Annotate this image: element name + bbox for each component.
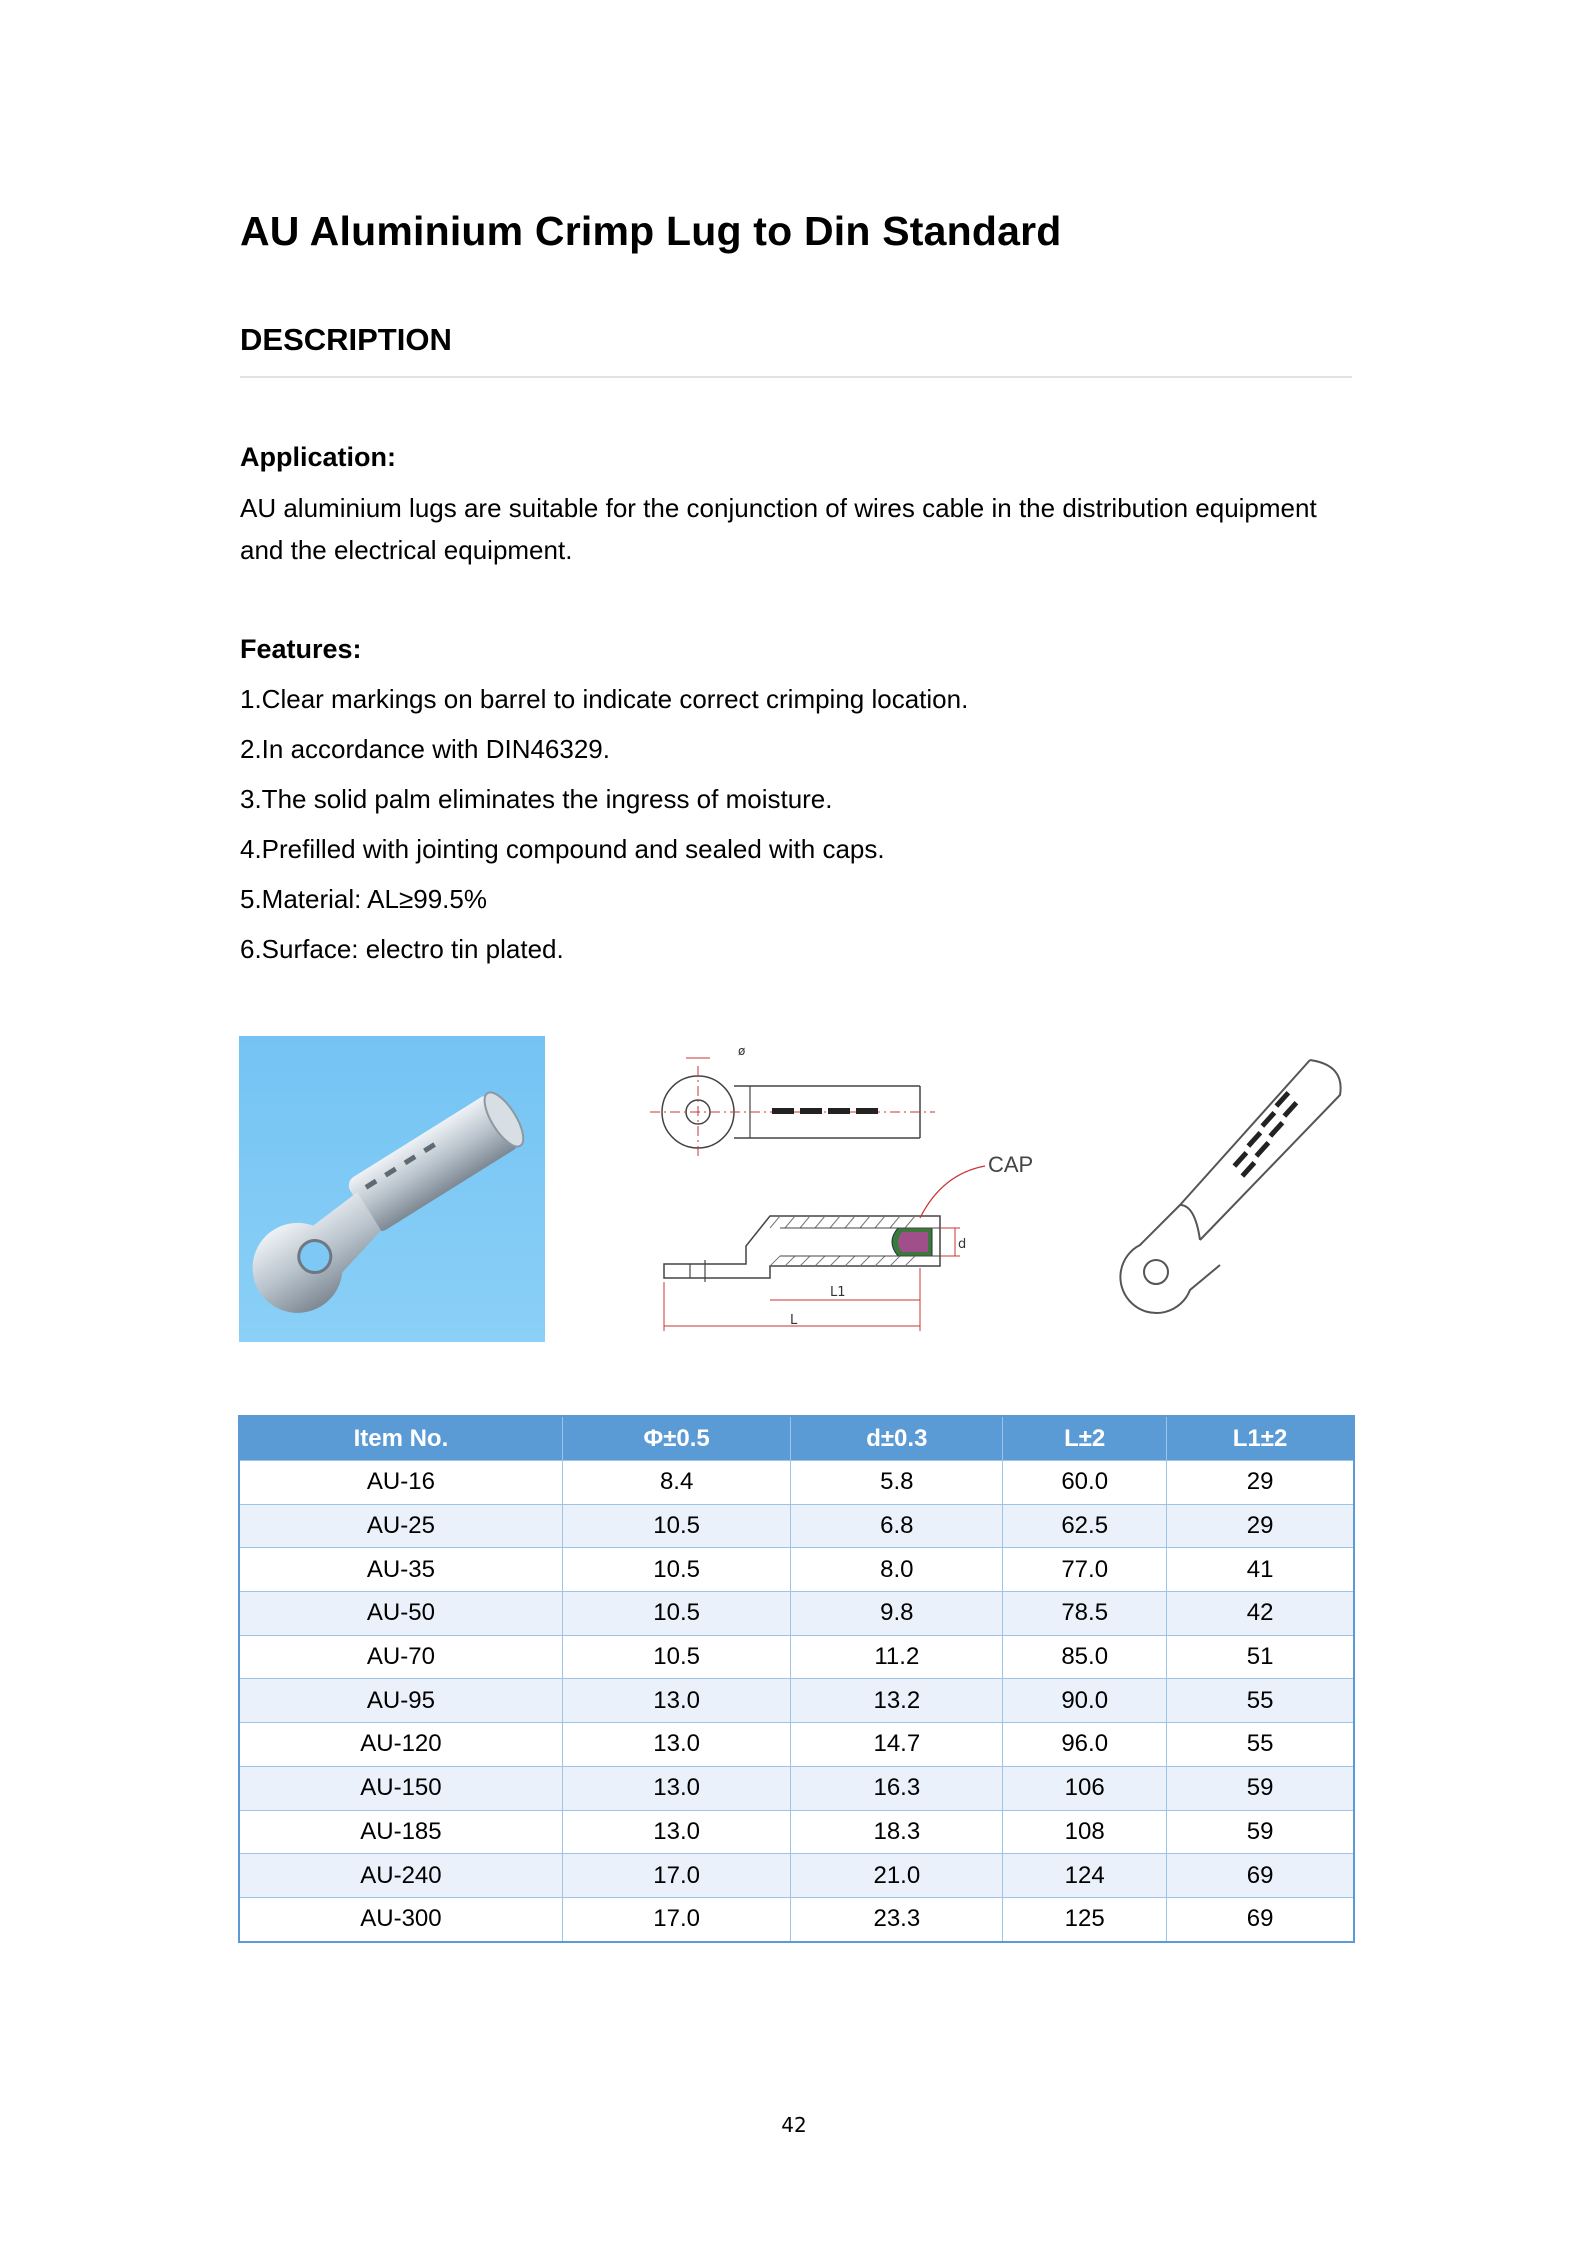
cell-d: 21.0 xyxy=(791,1854,1003,1898)
cell-phi: 17.0 xyxy=(562,1854,791,1898)
cell-l: 90.0 xyxy=(1003,1679,1167,1723)
table-row xyxy=(239,1592,1354,1636)
cell-phi: 10.5 xyxy=(562,1504,791,1548)
table-row xyxy=(239,1723,1354,1767)
product-photo xyxy=(239,1036,545,1342)
cell-l: 60.0 xyxy=(1003,1461,1167,1505)
cell-l1: 41 xyxy=(1167,1548,1354,1592)
cell-phi: 13.0 xyxy=(562,1723,791,1767)
table-row xyxy=(239,1810,1354,1854)
page-number: 42 xyxy=(781,2113,807,2137)
cell-item-no: AU-25 xyxy=(239,1504,562,1548)
feature-item: 1.Clear markings on barrel to indicate correct crimping location. xyxy=(240,684,969,714)
cell-l: 78.5 xyxy=(1003,1592,1167,1636)
application-heading: Application: xyxy=(240,442,396,472)
drawing-l1-label: L1 xyxy=(830,1285,846,1300)
cell-d: 23.3 xyxy=(791,1897,1003,1941)
page-title: AU Aluminium Crimp Lug to Din Standard xyxy=(240,208,1062,254)
section-divider xyxy=(240,376,1352,378)
cell-item-no: AU-95 xyxy=(239,1679,562,1723)
cell-d: 6.8 xyxy=(791,1504,1003,1548)
feature-item: 5.Material: AL≥99.5% xyxy=(240,884,487,914)
table-row xyxy=(239,1766,1354,1810)
cell-item-no: AU-150 xyxy=(239,1766,562,1810)
feature-item: 4.Prefilled with jointing compound and sealed with caps. xyxy=(240,834,885,864)
feature-item: 2.In accordance with DIN46329. xyxy=(240,734,610,764)
table-row xyxy=(239,1461,1354,1505)
cell-item-no: AU-120 xyxy=(239,1723,562,1767)
table-row xyxy=(239,1679,1354,1723)
table-row xyxy=(239,1504,1354,1548)
cell-l1: 69 xyxy=(1167,1854,1354,1898)
cell-d: 16.3 xyxy=(791,1766,1003,1810)
cell-l1: 69 xyxy=(1167,1897,1354,1941)
cell-l1: 29 xyxy=(1167,1504,1354,1548)
cell-item-no: AU-16 xyxy=(239,1461,562,1505)
cell-phi: 10.5 xyxy=(562,1635,791,1679)
cell-d: 8.0 xyxy=(791,1548,1003,1592)
cell-item-no: AU-240 xyxy=(239,1854,562,1898)
drawing-l-label: L xyxy=(790,1313,798,1328)
feature-item: 6.Surface: electro tin plated. xyxy=(240,934,564,964)
cell-phi: 13.0 xyxy=(562,1810,791,1854)
cell-d: 18.3 xyxy=(791,1810,1003,1854)
drawing-phi-label: ø xyxy=(738,1044,746,1058)
cell-item-no: AU-185 xyxy=(239,1810,562,1854)
header-l: L±2 xyxy=(1003,1416,1167,1461)
cell-phi: 13.0 xyxy=(562,1766,791,1810)
cell-l: 96.0 xyxy=(1003,1723,1167,1767)
technical-drawing xyxy=(650,1036,1050,1342)
table-row xyxy=(239,1635,1354,1679)
table-header-row xyxy=(239,1416,1354,1461)
cell-phi: 10.5 xyxy=(562,1592,791,1636)
application-text: AU aluminium lugs are suitable for the conjunction of wires cable in the distribution equipment and the electrical equipment. xyxy=(240,493,1317,565)
cell-d: 9.8 xyxy=(791,1592,1003,1636)
cell-l: 108 xyxy=(1003,1810,1167,1854)
cell-d: 5.8 xyxy=(791,1461,1003,1505)
cell-l1: 59 xyxy=(1167,1766,1354,1810)
cell-d: 11.2 xyxy=(791,1635,1003,1679)
cell-phi: 13.0 xyxy=(562,1679,791,1723)
cell-l: 124 xyxy=(1003,1854,1167,1898)
cell-phi: 17.0 xyxy=(562,1897,791,1941)
cell-l1: 55 xyxy=(1167,1679,1354,1723)
spec-table xyxy=(238,1415,1355,1943)
cell-l: 85.0 xyxy=(1003,1635,1167,1679)
header-l1: L1±2 xyxy=(1167,1416,1354,1461)
cell-l1: 59 xyxy=(1167,1810,1354,1854)
header-phi: Φ±0.5 xyxy=(562,1416,791,1461)
cell-l: 77.0 xyxy=(1003,1548,1167,1592)
table-row xyxy=(239,1854,1354,1898)
cell-l1: 29 xyxy=(1167,1461,1354,1505)
cell-item-no: AU-35 xyxy=(239,1548,562,1592)
header-item-no: Item No. xyxy=(239,1416,562,1461)
cell-item-no: AU-70 xyxy=(239,1635,562,1679)
cell-l: 62.5 xyxy=(1003,1504,1167,1548)
cell-d: 14.7 xyxy=(791,1723,1003,1767)
header-d: d±0.3 xyxy=(791,1416,1003,1461)
cell-phi: 8.4 xyxy=(562,1461,791,1505)
feature-item: 3.The solid palm eliminates the ingress of moisture. xyxy=(240,784,833,814)
cell-l1: 51 xyxy=(1167,1635,1354,1679)
isometric-drawing xyxy=(1100,1040,1360,1340)
cell-l1: 42 xyxy=(1167,1592,1354,1636)
cell-l: 106 xyxy=(1003,1766,1167,1810)
drawing-cap-label: CAP xyxy=(988,1152,1034,1177)
cell-d: 13.2 xyxy=(791,1679,1003,1723)
table-row xyxy=(239,1897,1354,1941)
cell-l: 125 xyxy=(1003,1897,1167,1941)
drawing-d-label: d xyxy=(958,1237,967,1252)
features-heading: Features: xyxy=(240,634,362,664)
cell-phi: 10.5 xyxy=(562,1548,791,1592)
table-row xyxy=(239,1548,1354,1592)
cell-item-no: AU-300 xyxy=(239,1897,562,1941)
section-heading: DESCRIPTION xyxy=(240,322,452,357)
cell-l1: 55 xyxy=(1167,1723,1354,1767)
features-list xyxy=(240,678,968,978)
cell-item-no: AU-50 xyxy=(239,1592,562,1636)
